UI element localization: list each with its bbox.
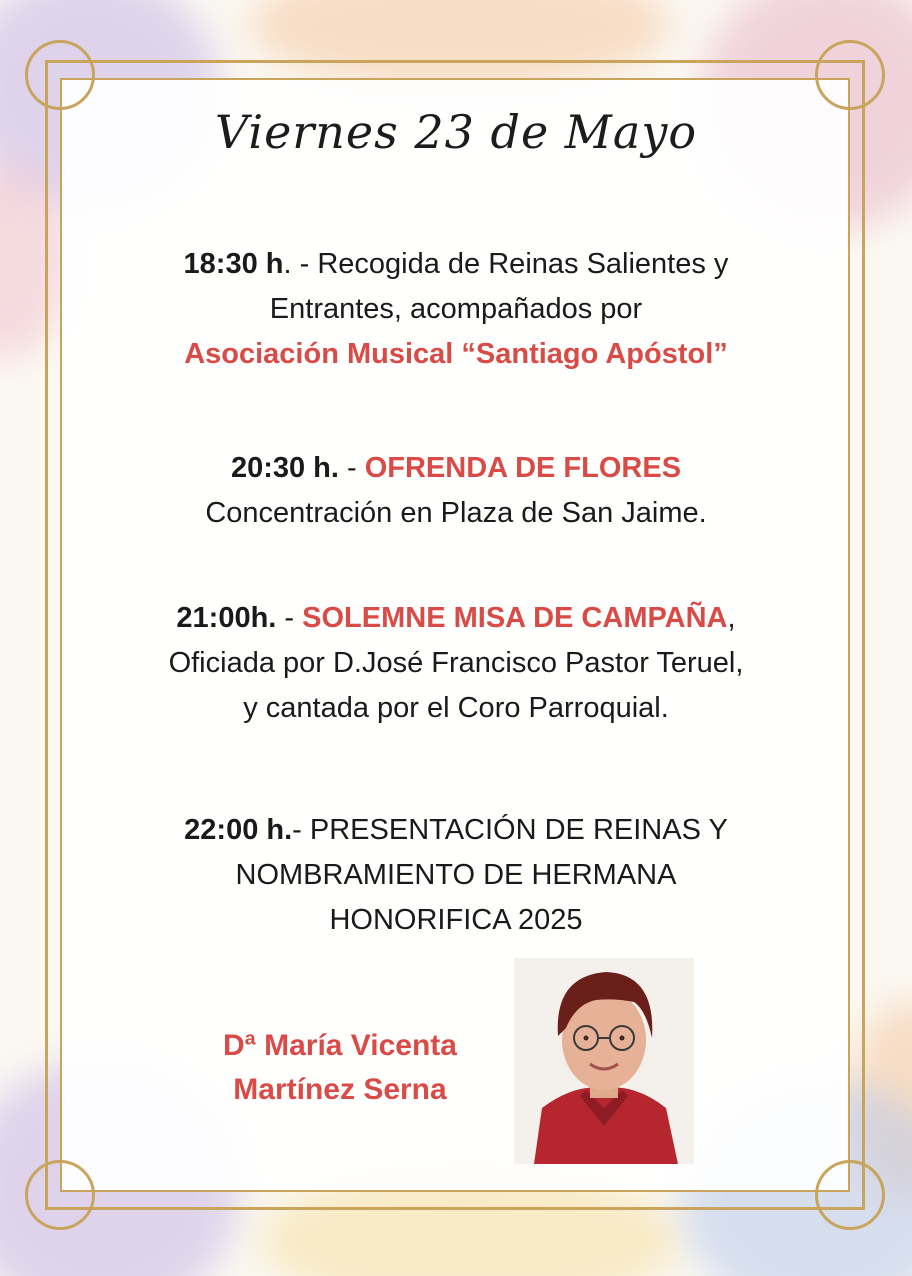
event-3-line-1 — [100, 596, 812, 641]
event-2-highlight: OFRENDA DE FLORES — [364, 452, 682, 484]
corner-scroll-icon — [25, 40, 95, 110]
event-3-comma: , — [727, 602, 736, 634]
event-1-description: Recogida de Reinas Salientes y — [317, 248, 729, 280]
event-2-line-1 — [100, 446, 812, 491]
portrait-illustration-icon — [514, 958, 694, 1164]
event-1-highlight: Asociación Musical “Santiago Apóstol” — [184, 338, 728, 370]
event-2-separator: - — [338, 452, 365, 484]
honoree-name-line-1: Dª María Vicenta — [223, 1029, 457, 1062]
event-3-separator: - — [276, 602, 303, 634]
event-4-line-1 — [100, 808, 812, 853]
event-1 — [100, 242, 812, 377]
event-4-description: PRESENTACIÓN DE REINAS Y — [309, 814, 728, 846]
event-4 — [100, 808, 812, 943]
event-4-line-2: NOMBRAMIENTO DE HERMANA — [235, 859, 677, 891]
honoree-name-line-2: Martínez Serna — [233, 1073, 447, 1106]
event-1-separator: . - — [283, 248, 318, 280]
corner-scroll-icon — [815, 40, 885, 110]
event-2-time: 20:30 h. — [230, 452, 339, 484]
corner-scroll-icon — [25, 1160, 95, 1230]
event-4-time: 22:00 h. — [184, 814, 293, 846]
event-2-line-2: Concentración en Plaza de San Jaime. — [205, 497, 707, 529]
event-3 — [100, 596, 812, 731]
honoree-name — [190, 1024, 490, 1112]
event-4-line-3: HONORIFICA 2025 — [329, 904, 583, 936]
event-1-time: 18:30 h — [183, 248, 284, 280]
event-4-separator: - — [292, 814, 310, 846]
page-title: Viernes 23 de Mayo — [214, 105, 698, 159]
event-2 — [100, 446, 812, 536]
event-1-line-2: Entrantes, acompañados por — [269, 293, 643, 325]
corner-scroll-icon — [815, 1160, 885, 1230]
event-3-time: 21:00h. — [176, 602, 277, 634]
event-3-line-2: Oficiada por D.José Francisco Pastor Teruel, — [168, 647, 744, 679]
honoree-portrait — [514, 958, 694, 1164]
event-1-line-1 — [100, 242, 812, 287]
event-3-line-3: y cantada por el Coro Parroquial. — [243, 692, 669, 724]
event-3-highlight: SOLEMNE MISA DE CAMPAÑA — [302, 602, 728, 634]
